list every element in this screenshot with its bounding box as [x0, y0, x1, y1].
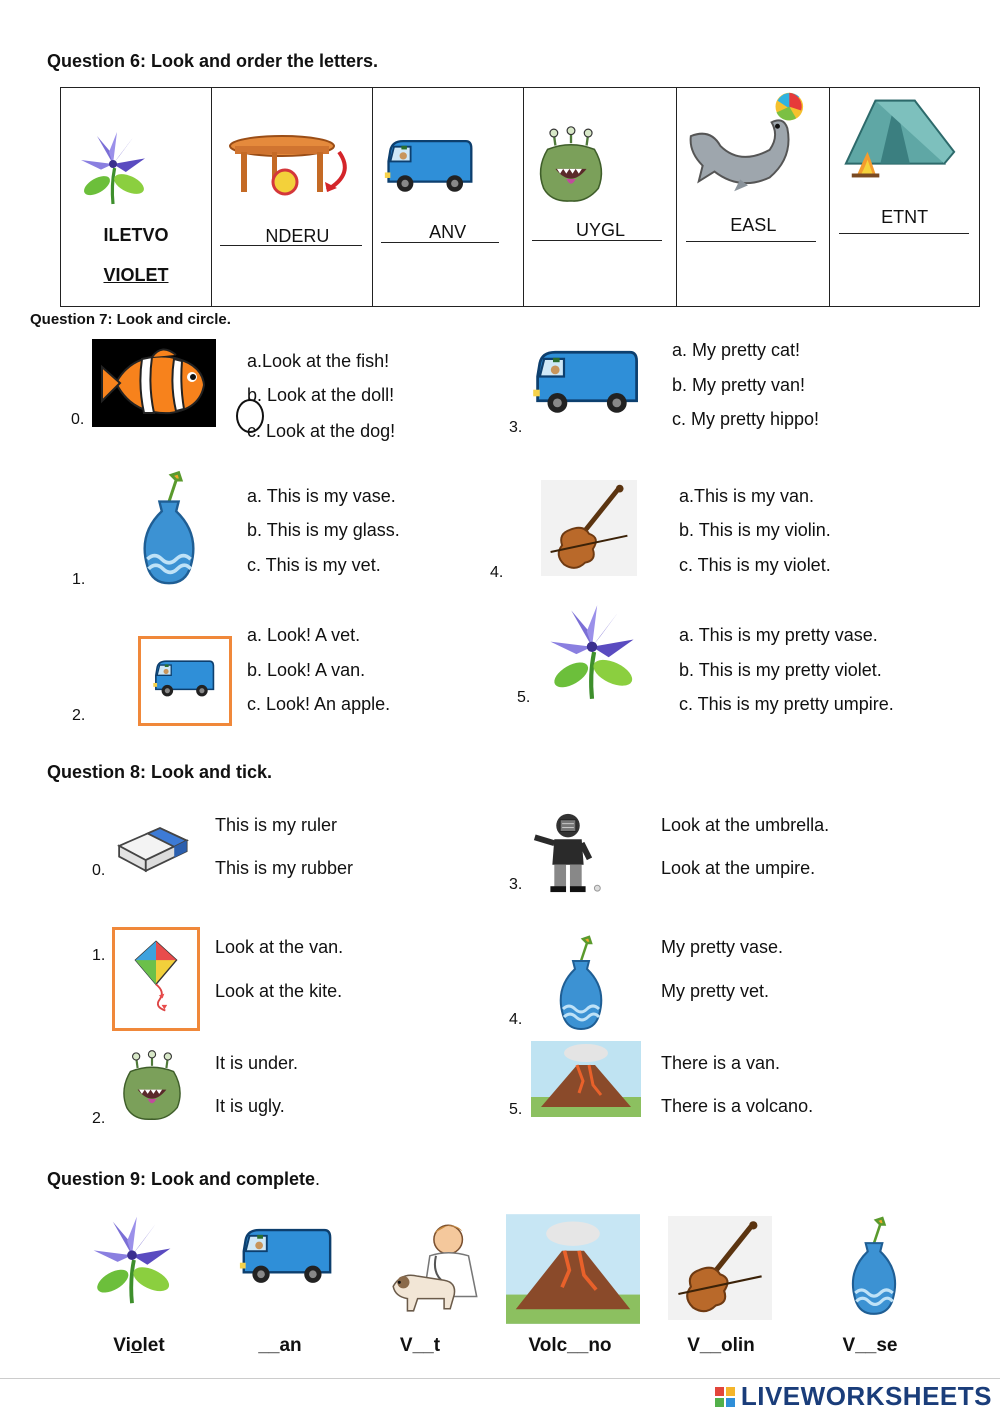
- q9-word[interactable]: [79, 1335, 199, 1357]
- van-icon: [383, 133, 475, 199]
- q6-title: Question 6: Look and order the letters.: [47, 51, 379, 71]
- q9-title-period: .: [315, 1169, 321, 1189]
- q9-word[interactable]: Volc__no: [528, 1335, 612, 1356]
- item-number: 2.: [72, 707, 86, 724]
- q6-answer[interactable]: VIOLET: [103, 265, 169, 285]
- ugly-monster-icon: [116, 1047, 188, 1125]
- q7-title: Question 7: Look and circle.: [30, 311, 231, 328]
- q9-word[interactable]: __an: [258, 1335, 302, 1356]
- option-text[interactable]: b. Look! A van.: [247, 660, 366, 680]
- option-text[interactable]: a.This is my van.: [679, 486, 815, 506]
- q6-cell: [373, 88, 524, 306]
- violin-icon: [668, 1214, 772, 1322]
- q6-cell: [524, 88, 677, 306]
- vase-icon: [838, 1214, 910, 1318]
- option-text[interactable]: c. This is my vet.: [247, 555, 381, 575]
- option-text[interactable]: b. Look at the doll!: [247, 385, 395, 405]
- item-number: 0.: [71, 411, 85, 428]
- vet-icon: [383, 1214, 495, 1318]
- option-text[interactable]: c. This is my pretty umpire.: [679, 694, 894, 714]
- option-text[interactable]: c. My pretty hippo!: [672, 409, 820, 429]
- q6-answer-line[interactable]: [220, 245, 362, 246]
- option-text[interactable]: There is a volcano.: [661, 1096, 814, 1116]
- option-text[interactable]: a. This is my pretty vase.: [679, 625, 878, 645]
- option-text[interactable]: b. My pretty van!: [672, 375, 806, 395]
- footer-divider: [0, 1378, 1000, 1379]
- q9-word[interactable]: V__t: [399, 1335, 441, 1356]
- q6-scrambled-word: UYGL: [575, 220, 625, 240]
- option-text[interactable]: c. This is my violet.: [679, 555, 831, 575]
- tent-icon: [836, 92, 964, 192]
- option-text[interactable]: Look at the umbrella.: [661, 815, 830, 835]
- q6-cell: [677, 88, 829, 306]
- clownfish-icon: [92, 339, 216, 427]
- item-number: 5.: [509, 1101, 523, 1118]
- option-text[interactable]: a. Look! A vet.: [247, 625, 361, 645]
- q6-cell: [212, 88, 372, 306]
- option-text[interactable]: a. This is my vase.: [247, 486, 396, 506]
- van-icon: [531, 343, 641, 421]
- volcano-icon: [530, 1041, 642, 1117]
- q6-cell: [830, 88, 979, 306]
- vase-icon: [133, 467, 205, 589]
- option-text[interactable]: It is ugly.: [215, 1096, 285, 1116]
- q6-answer-line[interactable]: [532, 240, 662, 241]
- option-text[interactable]: Look at the umpire.: [661, 858, 816, 878]
- option-text[interactable]: This is my ruler: [215, 815, 338, 835]
- option-text[interactable]: Look at the van.: [215, 937, 344, 957]
- q6-answer-line[interactable]: [839, 233, 969, 234]
- q6-scrambled-word: ANV: [429, 222, 467, 242]
- item-number: 4.: [509, 1011, 523, 1028]
- item-number: 4.: [490, 564, 504, 581]
- q6-scrambled-word: ILETVO: [103, 225, 169, 245]
- seal-icon: [681, 88, 809, 198]
- q8-title: Question 8: Look and tick.: [47, 762, 273, 782]
- vase-icon: [546, 933, 616, 1033]
- q9-title-text: Question 9: Look and complete: [47, 1169, 316, 1189]
- option-text[interactable]: My pretty vase.: [661, 937, 784, 957]
- q9-word-part: let: [142, 1335, 165, 1356]
- item-number: 1.: [92, 947, 106, 964]
- q6-scrambled-word: NDERU: [265, 226, 330, 246]
- q9-title: [47, 1169, 320, 1190]
- violet-flower-icon: [84, 1212, 180, 1308]
- q9-word-filled-letter: o: [130, 1335, 143, 1356]
- item-number: 2.: [92, 1110, 106, 1127]
- option-text[interactable]: Look at the kite.: [215, 981, 343, 1001]
- option-text[interactable]: b. This is my pretty violet.: [679, 660, 882, 680]
- umpire-icon: [528, 808, 608, 896]
- van-icon: [238, 1222, 334, 1290]
- item-number: 1.: [72, 571, 86, 588]
- q6-answer-line[interactable]: [381, 242, 499, 243]
- option-text[interactable]: c. Look at the dog!: [247, 421, 396, 441]
- liveworksheets-logo: [715, 1381, 992, 1412]
- answer-circle: [236, 399, 264, 433]
- q6-scrambled-word: ETNT: [881, 207, 929, 227]
- violet-flower-icon: [540, 600, 644, 704]
- violin-icon: [541, 477, 637, 579]
- item-number: 5.: [517, 689, 531, 706]
- option-text[interactable]: a. My pretty cat!: [672, 340, 801, 360]
- q9-word-part: Vi: [113, 1335, 131, 1356]
- ball-under-table-icon: [227, 132, 357, 202]
- option-text[interactable]: My pretty vet.: [661, 981, 770, 1001]
- option-text[interactable]: a.Look at the fish!: [247, 351, 390, 371]
- ugly-monster-icon: [532, 126, 610, 204]
- option-text[interactable]: c. Look! An apple.: [247, 694, 391, 714]
- kite-icon: [128, 936, 184, 1014]
- logo-text: LIVEWORKSHEETS: [740, 1381, 992, 1411]
- q6-table: [60, 87, 980, 307]
- item-number: 0.: [92, 862, 106, 879]
- option-text[interactable]: This is my rubber: [215, 858, 354, 878]
- q6-scrambled-word: EASL: [730, 215, 777, 235]
- q9-word[interactable]: V__se: [842, 1335, 898, 1356]
- logo-mark-icon: [715, 1387, 735, 1407]
- option-text[interactable]: b. This is my violin.: [679, 520, 831, 540]
- volcano-icon: [506, 1214, 640, 1324]
- option-text[interactable]: There is a van.: [661, 1053, 781, 1073]
- q6-answer-line[interactable]: [686, 241, 816, 242]
- item-number: 3.: [509, 876, 523, 893]
- q9-word[interactable]: V__olin: [687, 1335, 755, 1356]
- q6-cell: [61, 88, 212, 306]
- item-number: 3.: [509, 419, 523, 436]
- rubber-icon: [112, 813, 192, 877]
- option-text[interactable]: b. This is my glass.: [247, 520, 400, 540]
- violet-flower-icon: [73, 128, 153, 208]
- option-text[interactable]: It is under.: [215, 1053, 299, 1073]
- van-icon: [152, 656, 216, 701]
